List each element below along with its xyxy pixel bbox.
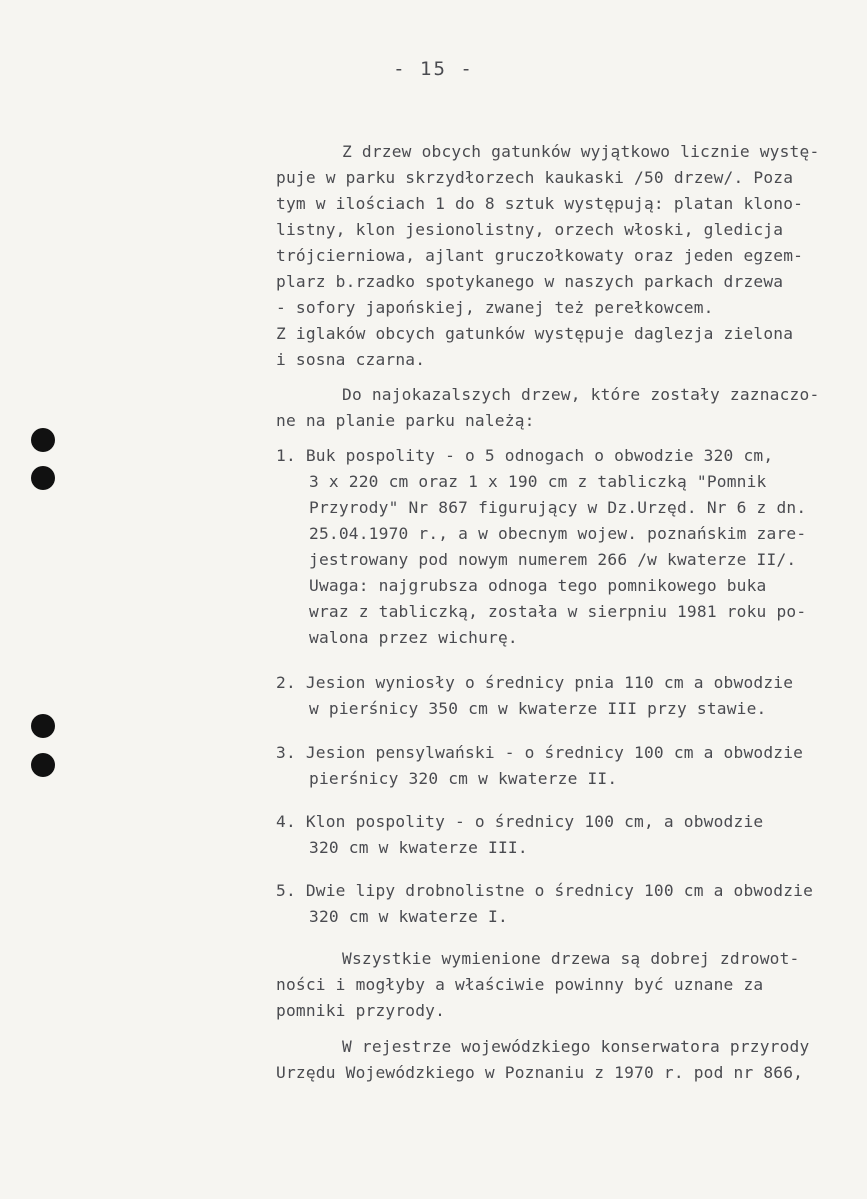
text-line: Z iglaków obcych gatunków występuje daglezja zielona — [276, 324, 794, 343]
list-item-text: wraz z tabliczką, została w sierpniu 1981 roku po- — [309, 602, 807, 621]
punch-hole — [31, 753, 55, 777]
list-item-text: 5. Dwie lipy drobnolistne o średnicy 100 cm a obwodzie — [276, 881, 814, 900]
text-line: tym w ilościach 1 do 8 sztuk występują: platan klono- — [276, 194, 804, 213]
list-item-text: 4. Klon pospolity - o średnicy 100 cm, a obwodzie — [276, 812, 764, 831]
text-line: plarz b.rzadko spotykanego w naszych parkach drzewa — [276, 272, 784, 291]
text-line: Do najokazalszych drzew, które zostały zaznaczo- — [342, 385, 820, 404]
list-item-text: Przyrody" Nr 867 figurujący w Dz.Urzęd. Nr 6 z dn. — [309, 498, 807, 517]
list-item-text: 320 cm w kwaterze III. — [309, 838, 528, 857]
list-item-text: pierśnicy 320 cm w kwaterze II. — [309, 769, 618, 788]
punch-hole — [31, 466, 55, 490]
text-line: - sofory japońskiej, zwanej też perełkowcem. — [276, 298, 714, 317]
list-item-text: 3. Jesion pensylwański - o średnicy 100 cm a obwodzie — [276, 743, 804, 762]
list-item-text: w pierśnicy 350 cm w kwaterze III przy stawie. — [309, 699, 767, 718]
text-line: listny, klon jesionolistny, orzech włoski, gledicja — [276, 220, 784, 239]
text-line: Urzędu Wojewódzkiego w Poznaniu z 1970 r. pod nr 866, — [276, 1063, 804, 1082]
list-item-text: 320 cm w kwaterze I. — [309, 907, 508, 926]
page-number: - 15 - — [393, 58, 474, 80]
punch-hole — [31, 428, 55, 452]
list-item-text: 25.04.1970 r., a w obecnym wojew. poznańskim zare- — [309, 524, 807, 543]
list-item-text: jestrowany pod nowym numerem 266 /w kwaterze II/. — [309, 550, 797, 569]
text-line: pomniki przyrody. — [276, 1001, 446, 1020]
text-line: puje w parku skrzydłorzech kaukaski /50 drzew/. Poza — [276, 168, 794, 187]
text-line: trójcierniowa, ajlant gruczołkowaty oraz jeden egzem- — [276, 246, 804, 265]
text-line: i sosna czarna. — [276, 350, 426, 369]
text-line: Z drzew obcych gatunków wyjątkowo licznie wystę- — [342, 142, 820, 161]
list-item-text: walona przez wichurę. — [309, 628, 518, 647]
list-item-text: 3 x 220 cm oraz 1 x 190 cm z tabliczką "Pomnik — [309, 472, 767, 491]
text-line: ne na planie parku należą: — [276, 411, 535, 430]
text-line: W rejestrze wojewódzkiego konserwatora przyrody — [342, 1037, 810, 1056]
list-item-text: Uwaga: najgrubsza odnoga tego pomnikowego buka — [309, 576, 767, 595]
list-item-text: 2. Jesion wyniosły o średnicy pnia 110 cm a obwodzie — [276, 673, 794, 692]
text-line: Wszystkie wymienione drzewa są dobrej zdrowot- — [342, 949, 800, 968]
text-line: ności i mogłyby a właściwie powinny być uznane za — [276, 975, 764, 994]
list-item-text: 1. Buk pospolity - o 5 odnogach o obwodzie 320 cm, — [276, 446, 774, 465]
punch-hole — [31, 714, 55, 738]
